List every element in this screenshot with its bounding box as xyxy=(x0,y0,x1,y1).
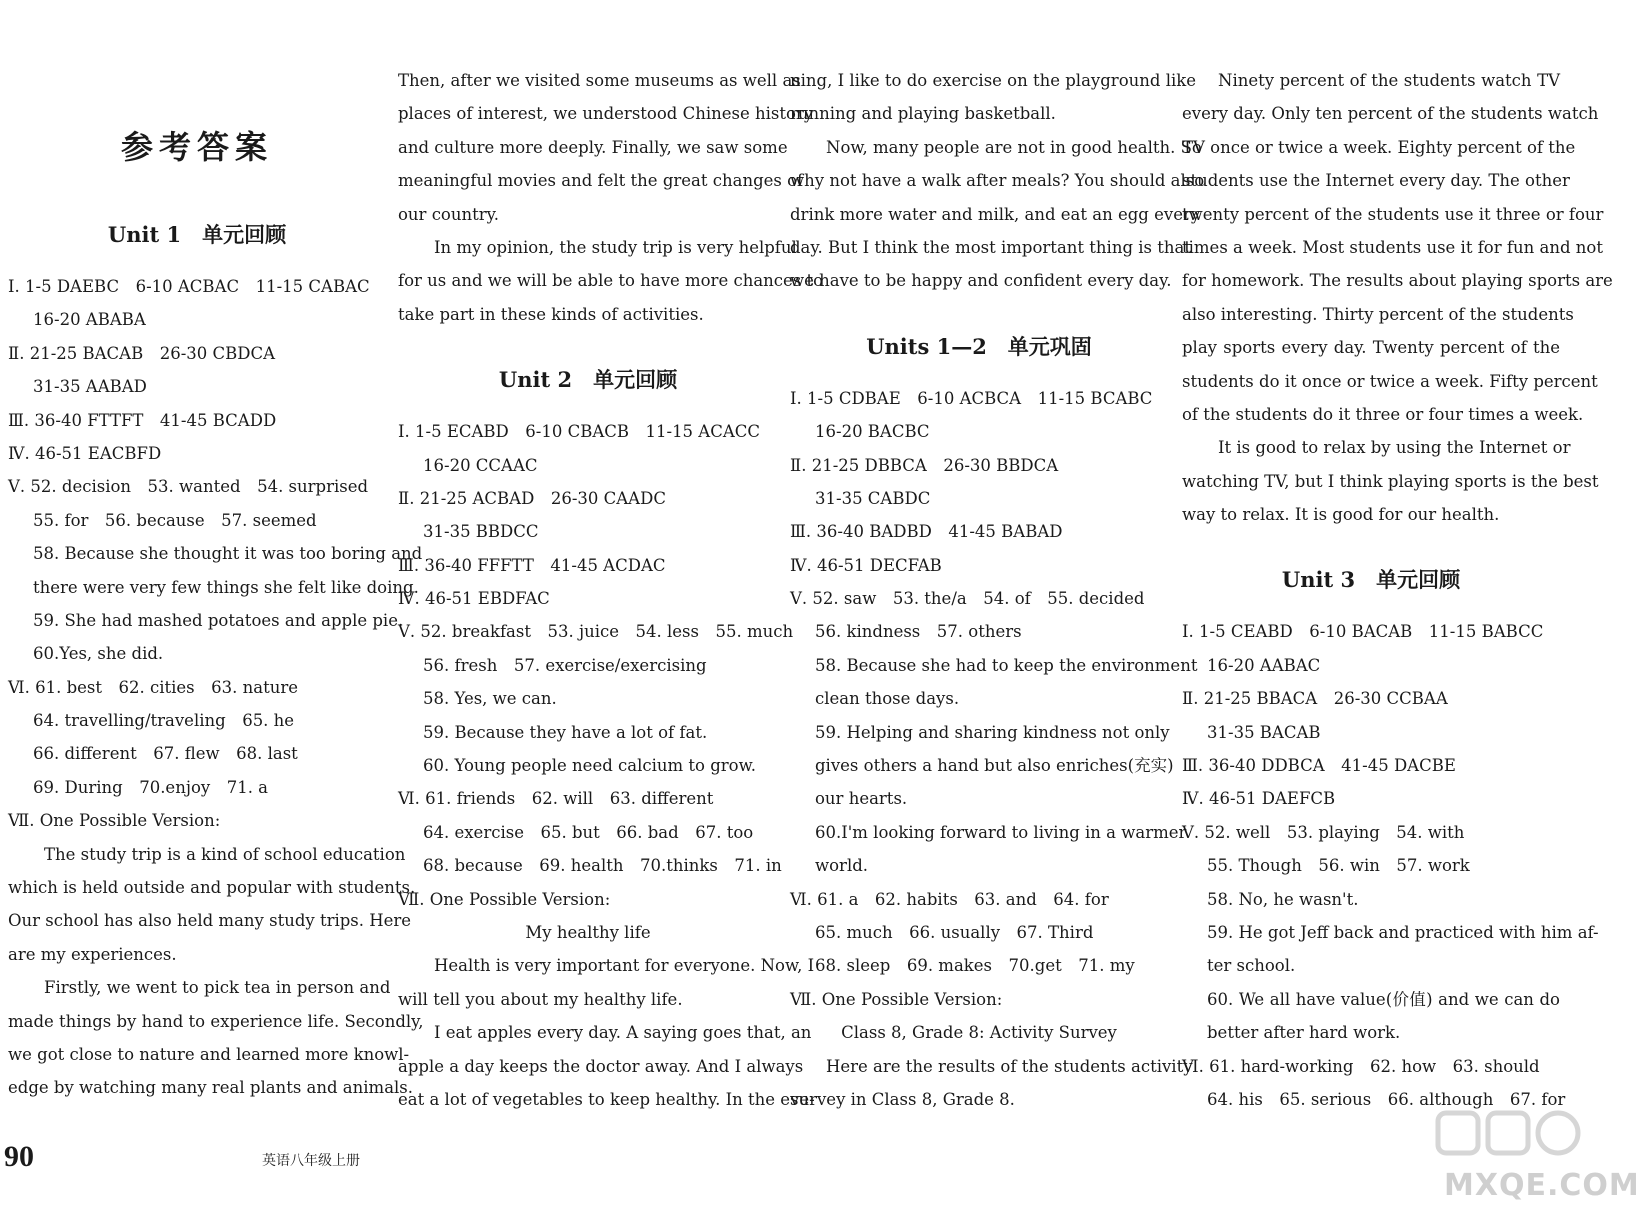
essay-line: students use the Internet every day. The other xyxy=(1182,171,1570,191)
column-1 xyxy=(8,64,424,1105)
answer-line: 64. his 65. serious 66. although 67. for xyxy=(1207,1089,1566,1109)
answer-line: 66. different 67. flew 68. last xyxy=(33,744,298,764)
answer-line: 68. sleep 69. makes 70.get 71. my xyxy=(815,956,1135,976)
answer-line: 58. No, he wasn't. xyxy=(1207,889,1359,909)
essay-line: made things by hand to experience life. Secondly, xyxy=(8,1011,424,1031)
answer-line: Ⅵ. 61. best 62. cities 63. nature xyxy=(8,677,298,697)
page-number: 90 xyxy=(4,1140,34,1173)
essay-line: It is good to relax by using the Internet or xyxy=(1218,438,1571,458)
essay-line: edge by watching many real plants and animals. xyxy=(8,1078,414,1098)
answer-line: 60.I'm looking forward to living in a warmer xyxy=(815,822,1187,842)
answer-line: 69. During 70.enjoy 71. a xyxy=(33,777,269,797)
answer-line: 31-35 CABDC xyxy=(815,488,931,508)
answer-line: Ⅳ. 46-51 DAEFCB xyxy=(1182,789,1336,809)
unit-heading: Unit 1 单元回顾 xyxy=(107,222,287,247)
answer-line: Ⅳ. 46-51 DECFAB xyxy=(790,555,942,575)
answer-line: 31-35 BACAB xyxy=(1207,722,1321,742)
essay-line: Ninety percent of the students watch TV xyxy=(1218,71,1560,90)
essay-line: Now, many people are not in good health. So xyxy=(826,137,1202,157)
essay-title: My healthy life xyxy=(525,922,651,942)
answer-line: 65. much 66. usually 67. Third xyxy=(815,922,1094,942)
answer-line: Ⅲ. 36-40 FTTFT 41-45 BCADD xyxy=(8,410,277,430)
watermark-text: MXQE.COM xyxy=(1444,1168,1640,1203)
answer-line: Ⅱ. 21-25 BBACA 26-30 CCBAA xyxy=(1182,689,1448,709)
answer-line: Ⅰ. 1-5 DAEBC 6-10 ACBAC 11-15 CABAC xyxy=(8,277,370,296)
essay-line: apple a day keeps the doctor away. And I always xyxy=(398,1056,804,1076)
answer-line: Ⅴ. 52. decision 53. wanted 54. surprised xyxy=(8,477,369,497)
answer-line: Ⅲ. 36-40 BADBD 41-45 BABAD xyxy=(790,522,1063,542)
answer-line: 64. exercise 65. but 66. bad 67. too xyxy=(423,822,754,842)
essay-line: meaningful movies and felt the great changes of xyxy=(398,171,804,191)
answer-line: world. xyxy=(815,856,869,876)
essay-line: day. But I think the most important thing is that xyxy=(790,237,1191,257)
answer-line: 59. He got Jeff back and practiced with him af- xyxy=(1207,922,1599,942)
column-2 xyxy=(398,64,824,1116)
answer-line: 31-35 BBDCC xyxy=(423,522,539,542)
answer-line: 59. Helping and sharing kindness not only xyxy=(815,722,1170,742)
answer-line: 59. She had mashed potatoes and apple pie. xyxy=(33,610,404,630)
answer-line: 56. kindness 57. others xyxy=(815,622,1022,642)
answer-line: Ⅶ. One Possible Version: xyxy=(398,889,611,909)
answer-line: Ⅱ. 21-25 ACBAD 26-30 CAADC xyxy=(398,488,666,508)
answer-line: Ⅶ. One Possible Version: xyxy=(8,811,221,831)
essay-line: Firstly, we went to pick tea in person and xyxy=(44,978,391,998)
essay-line: play sports every day. Twenty percent of the xyxy=(1182,338,1560,358)
essay-line: Health is very important for everyone. Now, I xyxy=(434,956,815,976)
answer-line: 55. for 56. because 57. seemed xyxy=(33,510,317,530)
essay-line: eat a lot of vegetables to keep healthy. In the eve- xyxy=(398,1089,815,1109)
essay-line: watching TV, but I think playing sports is the best xyxy=(1182,471,1599,491)
answer-line: Ⅳ. 46-51 EACBFD xyxy=(8,443,162,463)
answer-line: Ⅵ. 61. hard-working 62. how 63. should xyxy=(1182,1056,1540,1076)
answer-line: 55. Though 56. win 57. work xyxy=(1207,856,1470,876)
answer-line: 31-35 AABAD xyxy=(33,377,147,397)
answer-line: 16-20 ABABA xyxy=(33,310,146,330)
essay-line: are my experiences. xyxy=(8,944,177,964)
answer-line: 60.Yes, she did. xyxy=(33,644,164,664)
answer-line: Ⅰ. 1-5 CDBAE 6-10 ACBCA 11-15 BCABC xyxy=(790,388,1153,408)
essay-line: ning, I like to do exercise on the playground like xyxy=(790,71,1197,90)
answer-line: Ⅴ. 52. breakfast 53. juice 54. less 55. much xyxy=(398,622,794,642)
answer-line: Ⅴ. 52. saw 53. the/a 54. of 55. decided xyxy=(790,589,1145,609)
answer-line: Ⅲ. 36-40 FFFTT 41-45 ACDAC xyxy=(398,555,666,575)
answer-line: Ⅵ. 61. friends 62. will 63. different xyxy=(398,789,714,809)
essay-line: we got close to nature and learned more knowl- xyxy=(8,1044,410,1064)
essay-line: twenty percent of the students use it three or four xyxy=(1182,204,1604,224)
essay-line: running and playing basketball. xyxy=(790,104,1056,124)
column-4 xyxy=(1182,64,1613,1116)
answer-line: 58. Yes, we can. xyxy=(423,689,557,709)
answer-line: 64. travelling/traveling 65. he xyxy=(33,711,295,731)
essay-line: which is held outside and popular with students. xyxy=(8,878,416,898)
unit-heading: Units 1—2 单元巩固 xyxy=(866,333,1092,359)
essay-line: survey in Class 8, Grade 8. xyxy=(790,1089,1015,1109)
answer-line: Ⅱ. 21-25 BACAB 26-30 CBDCA xyxy=(8,343,276,363)
answer-line: Ⅶ. One Possible Version: xyxy=(790,989,1003,1009)
essay-line: for us and we will be able to have more chances to xyxy=(398,271,824,291)
essay-line: also interesting. Thirty percent of the students xyxy=(1182,304,1574,324)
answer-line: better after hard work. xyxy=(1207,1023,1401,1043)
essay-line: students do it once or twice a week. Fifty percent xyxy=(1182,371,1598,391)
essay-line: and culture more deeply. Finally, we saw some xyxy=(398,137,788,157)
answer-line: 56. fresh 57. exercise/exercising xyxy=(423,655,707,675)
page-title: 参考答案 xyxy=(120,128,273,166)
answer-line: 58. Because she thought it was too boring and xyxy=(33,544,423,564)
answer-line: 16-20 AABAC xyxy=(1207,655,1321,675)
answer-line: 16-20 CCAAC xyxy=(423,455,538,475)
answer-line: gives others a hand but also enriches(充实) xyxy=(815,756,1174,776)
answer-line: Ⅴ. 52. well 53. playing 54. with xyxy=(1182,822,1465,842)
answer-line: Ⅵ. 61. a 62. habits 63. and 64. for xyxy=(790,889,1109,909)
answer-line: 16-20 BACBC xyxy=(815,422,930,442)
essay-line: Here are the results of the students activity xyxy=(826,1056,1193,1076)
essay-line: way to relax. It is good for our health. xyxy=(1182,505,1500,525)
essay-line: take part in these kinds of activities. xyxy=(398,304,704,324)
answer-line: 60. Young people need calcium to grow. xyxy=(423,756,757,776)
unit-heading: Unit 3 单元回顾 xyxy=(1281,567,1461,593)
answer-line: Ⅲ. 36-40 DDBCA 41-45 DACBE xyxy=(1182,756,1456,776)
essay-line: The study trip is a kind of school education xyxy=(44,844,406,864)
answer-line: Ⅰ. 1-5 ECABD 6-10 CBACB 11-15 ACACC xyxy=(398,422,761,442)
answer-line: clean those days. xyxy=(815,689,960,709)
essay-line: Our school has also held many study trips. Here xyxy=(8,911,412,931)
essay-line: drink more water and milk, and eat an egg every xyxy=(790,204,1201,224)
book-title: 英语八年级上册 xyxy=(262,1153,360,1169)
essay-line: why not have a walk after meals? You should also xyxy=(790,171,1205,191)
answer-line: 58. Because she had to keep the environment xyxy=(815,655,1198,675)
answer-line: 59. Because they have a lot of fat. xyxy=(423,722,708,742)
essay-line: every day. Only ten percent of the students watch xyxy=(1182,104,1599,124)
essay-line: of the students do it three or four times a week. xyxy=(1182,404,1584,424)
answer-line: 68. because 69. health 70.thinks 71. in xyxy=(423,856,782,876)
answer-line: 60. We all have value(价值) and we can do xyxy=(1207,989,1560,1009)
answer-line: there were very few things she felt like doing. xyxy=(33,577,419,597)
essay-line: our country. xyxy=(398,204,500,224)
answer-line: Ⅱ. 21-25 DBBCA 26-30 BBDCA xyxy=(790,455,1059,475)
essay-line: I eat apples every day. A saying goes that, an xyxy=(434,1023,812,1043)
essay-line: we have to be happy and confident every day. xyxy=(790,271,1172,291)
answer-line: our hearts. xyxy=(815,789,908,809)
column-3 xyxy=(790,64,1205,1116)
essay-line: TV once or twice a week. Eighty percent of the xyxy=(1182,137,1576,157)
essay-line: times a week. Most students use it for fun and not xyxy=(1182,237,1603,257)
answer-line: ter school. xyxy=(1207,956,1296,976)
essay-line: Then, after we visited some museums as well as xyxy=(398,71,801,90)
essay-title: Class 8, Grade 8: Activity Survey xyxy=(841,1023,1117,1043)
unit-heading: Unit 2 单元回顾 xyxy=(498,367,678,393)
essay-line: In my opinion, the study trip is very helpful xyxy=(434,237,797,257)
answer-line: Ⅳ. 46-51 EBDFAC xyxy=(398,589,550,609)
answer-line: Ⅰ. 1-5 CEABD 6-10 BACAB 11-15 BABCC xyxy=(1182,622,1544,642)
essay-line: for homework. The results about playing sports are xyxy=(1182,271,1613,291)
essay-line: will tell you about my healthy life. xyxy=(398,989,683,1009)
essay-line: places of interest, we understood Chinese history xyxy=(398,104,814,124)
